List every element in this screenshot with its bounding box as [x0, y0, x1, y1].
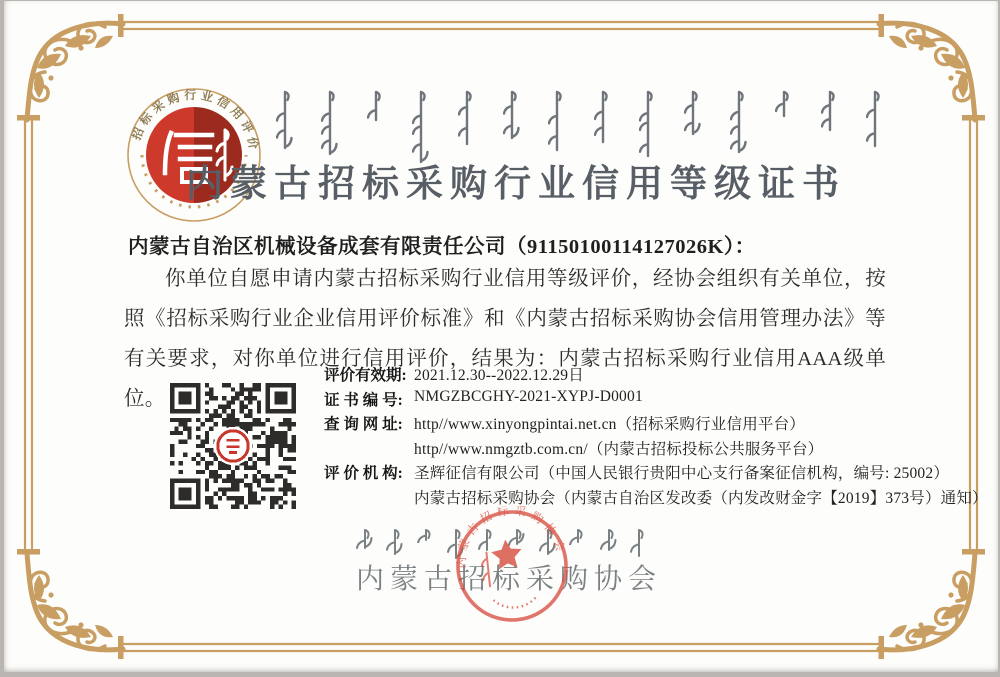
certificate-body-paragraph: 你单位自愿申请内蒙古招标采购行业信用等级评价，经协会组织有关单位，按照《招标采购行业企业信用评价标准》和《内蒙古招标采购协会信用管理办法》等有关要求，对你单位进行信用评价，结果为：内蒙古招标采购行业信用AAA级单位。 [124, 268, 886, 410]
qr-code [170, 383, 296, 509]
detail-row [324, 363, 904, 388]
company-credit-code: （91150100114127026K）： [506, 236, 756, 258]
detail-value: 内蒙古招标采购协会（内蒙古自治区发改委（内发改财金字【2019】373号）通知） [414, 489, 988, 507]
detail-label: 评价有效期: [324, 367, 407, 384]
mongolian-glyph [821, 89, 839, 133]
mongolian-glyph [684, 89, 702, 137]
seal-star-icon [490, 538, 523, 570]
mongolian-glyph [367, 89, 385, 123]
seal-mongolian-glyph [480, 553, 490, 587]
mongolian-glyph [458, 89, 476, 147]
detail-row [324, 486, 988, 511]
mongolian-glyph [356, 527, 374, 551]
detail-value: http//www.xinyongpintai.net.cn（招标采购行业信用平台） [414, 416, 805, 434]
mongolian-glyph [630, 527, 648, 559]
detail-label: 证 书 编 号: [324, 391, 403, 409]
mongolian-glyph [503, 89, 521, 141]
mongolian-glyph [548, 89, 566, 153]
mongolian-glyph [569, 527, 587, 545]
logo-arc-text: 招标采购行业信用评价 [129, 87, 262, 155]
detail-row [324, 412, 904, 437]
mongolian-glyph [730, 89, 748, 155]
mongolian-glyph [866, 89, 884, 149]
mongolian-glyph [276, 89, 294, 151]
mongolian-glyph [600, 527, 618, 553]
mongolian-glyph [321, 89, 339, 157]
association-name: 内蒙古招标采购协会 [355, 564, 662, 595]
company-line [128, 229, 898, 259]
association-red-seal [446, 500, 578, 632]
certificate-title: 内蒙古招标采购行业信用等级证书 [186, 164, 846, 205]
detail-value: http//www.nmgztb.com.cn/（内蒙古招标投标公共服务平台） [414, 440, 824, 458]
mongolian-glyph [386, 527, 404, 557]
mongolian-glyph [639, 89, 657, 159]
detail-label: 评 价 机 构: [324, 465, 403, 483]
seal-arc-text: 内蒙古招标采购协会 [456, 504, 567, 569]
company-name: 内蒙古自治区机械设备成套有限责任公司 [128, 236, 506, 258]
detail-value: 圣辉征信有限公司（中国人民银行贵阳中心支行备案征信机构，编号: 25002） [414, 465, 950, 483]
certificate-details [324, 363, 988, 511]
certificate-page [4, 1, 998, 672]
detail-value: 2021.12.30--2022.12.29日 [414, 367, 584, 384]
detail-value: NMGZBCGHY-2021-XYPJ-D0001 [414, 387, 643, 405]
detail-row [324, 437, 904, 462]
detail-label: 查 询 网 址: [324, 416, 403, 434]
detail-row [324, 461, 950, 486]
mongolian-glyph [775, 89, 793, 119]
mongolian-glyph [594, 89, 612, 145]
detail-row [324, 388, 904, 413]
seal-serial-marks [493, 596, 538, 610]
mongolian-glyph [417, 527, 435, 543]
